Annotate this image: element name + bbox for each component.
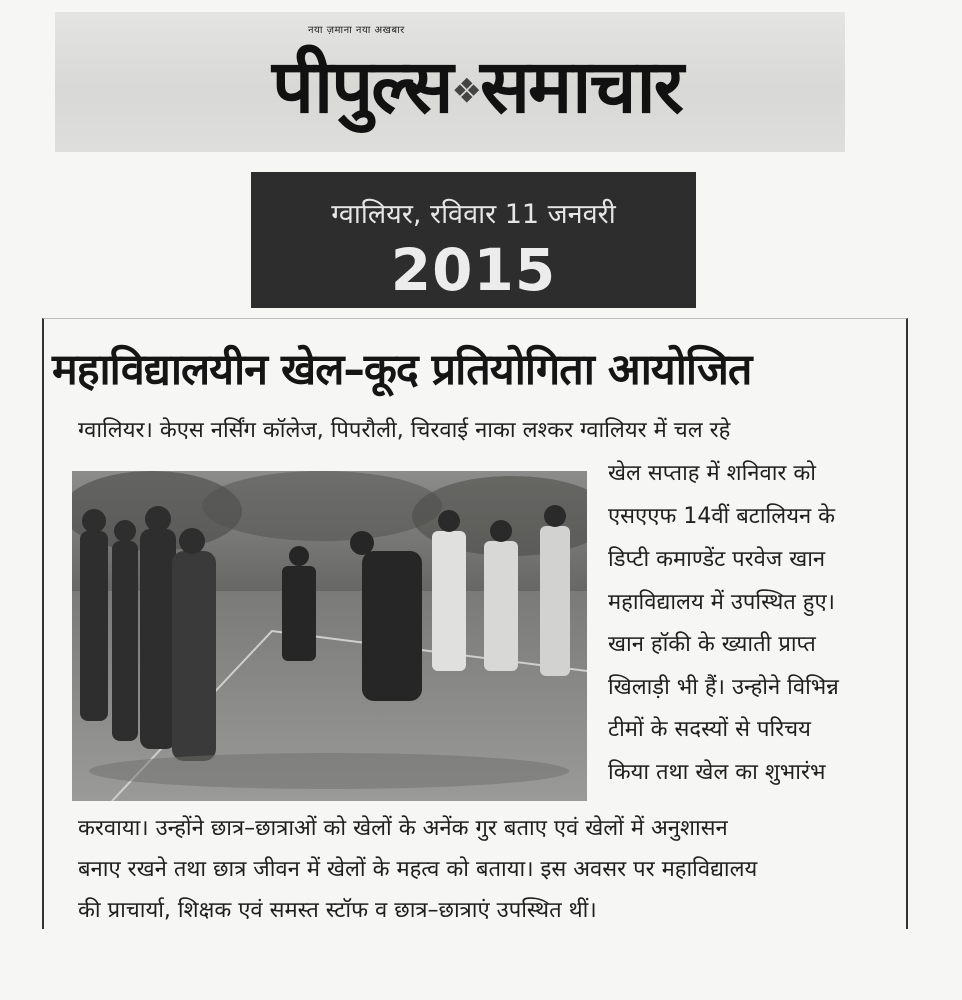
article-column-line: महाविद्यालय में उपस्थित हुए।: [608, 590, 835, 615]
article-column-line: किया तथा खेल का शुभारंभ: [608, 760, 826, 785]
article-column-line: खेल सप्ताह में शनिवार को: [608, 461, 816, 486]
article-column-line: एसएएफ 14वीं बटालियन के: [608, 504, 836, 529]
newspaper-name: [272, 44, 832, 130]
article-closing-line: बनाए रखने तथा छात्र जीवन में खेलों के महत्व को बताया। इस अवसर पर महाविद्यालय: [78, 857, 758, 882]
article-column-line: डिप्टी कमाण्डेंट परवेज खान: [608, 547, 826, 572]
dateline-box: [251, 172, 696, 308]
dateline-year: 2015: [390, 236, 557, 304]
article-closing-line: करवाया। उन्होंने छात्र–छात्राओं को खेलों के अनेंक गुर बताए एवं खेलों में अनुशासन: [78, 816, 728, 841]
article-photo: [72, 471, 587, 801]
article-lead-line: ग्वालियर। केएस नर्सिंग कॉलेज, पिपरौली, चिरवाई नाका लश्कर ग्वालियर में चल रहे: [78, 418, 731, 443]
article-column-line: टीमों के सदस्यों से परिचय: [608, 717, 811, 742]
newspaper-name-left: पीपुल्स: [272, 44, 452, 130]
article-closing-line: की प्राचार्या, शिक्षक एवं समस्त स्टॉफ व छात्र–छात्राएं उपस्थित थीं।: [78, 898, 597, 923]
article-headline: महाविद्यालयीन खेल–कूद प्रतियोगिता आयोजित: [52, 345, 752, 395]
dateline: ग्वालियर, रविवार 11 जनवरी: [331, 199, 616, 230]
article-column-line: खान हॉकी के ख्याती प्राप्त: [608, 632, 816, 657]
lotus-icon: ❖: [451, 71, 481, 112]
newspaper-name-right: समाचार: [480, 44, 682, 130]
masthead-tagline: नया ज़माना नया अखबार: [308, 25, 405, 36]
article-column-line: खिलाड़ी भी हैं। उन्होने विभिन्न: [608, 675, 839, 700]
